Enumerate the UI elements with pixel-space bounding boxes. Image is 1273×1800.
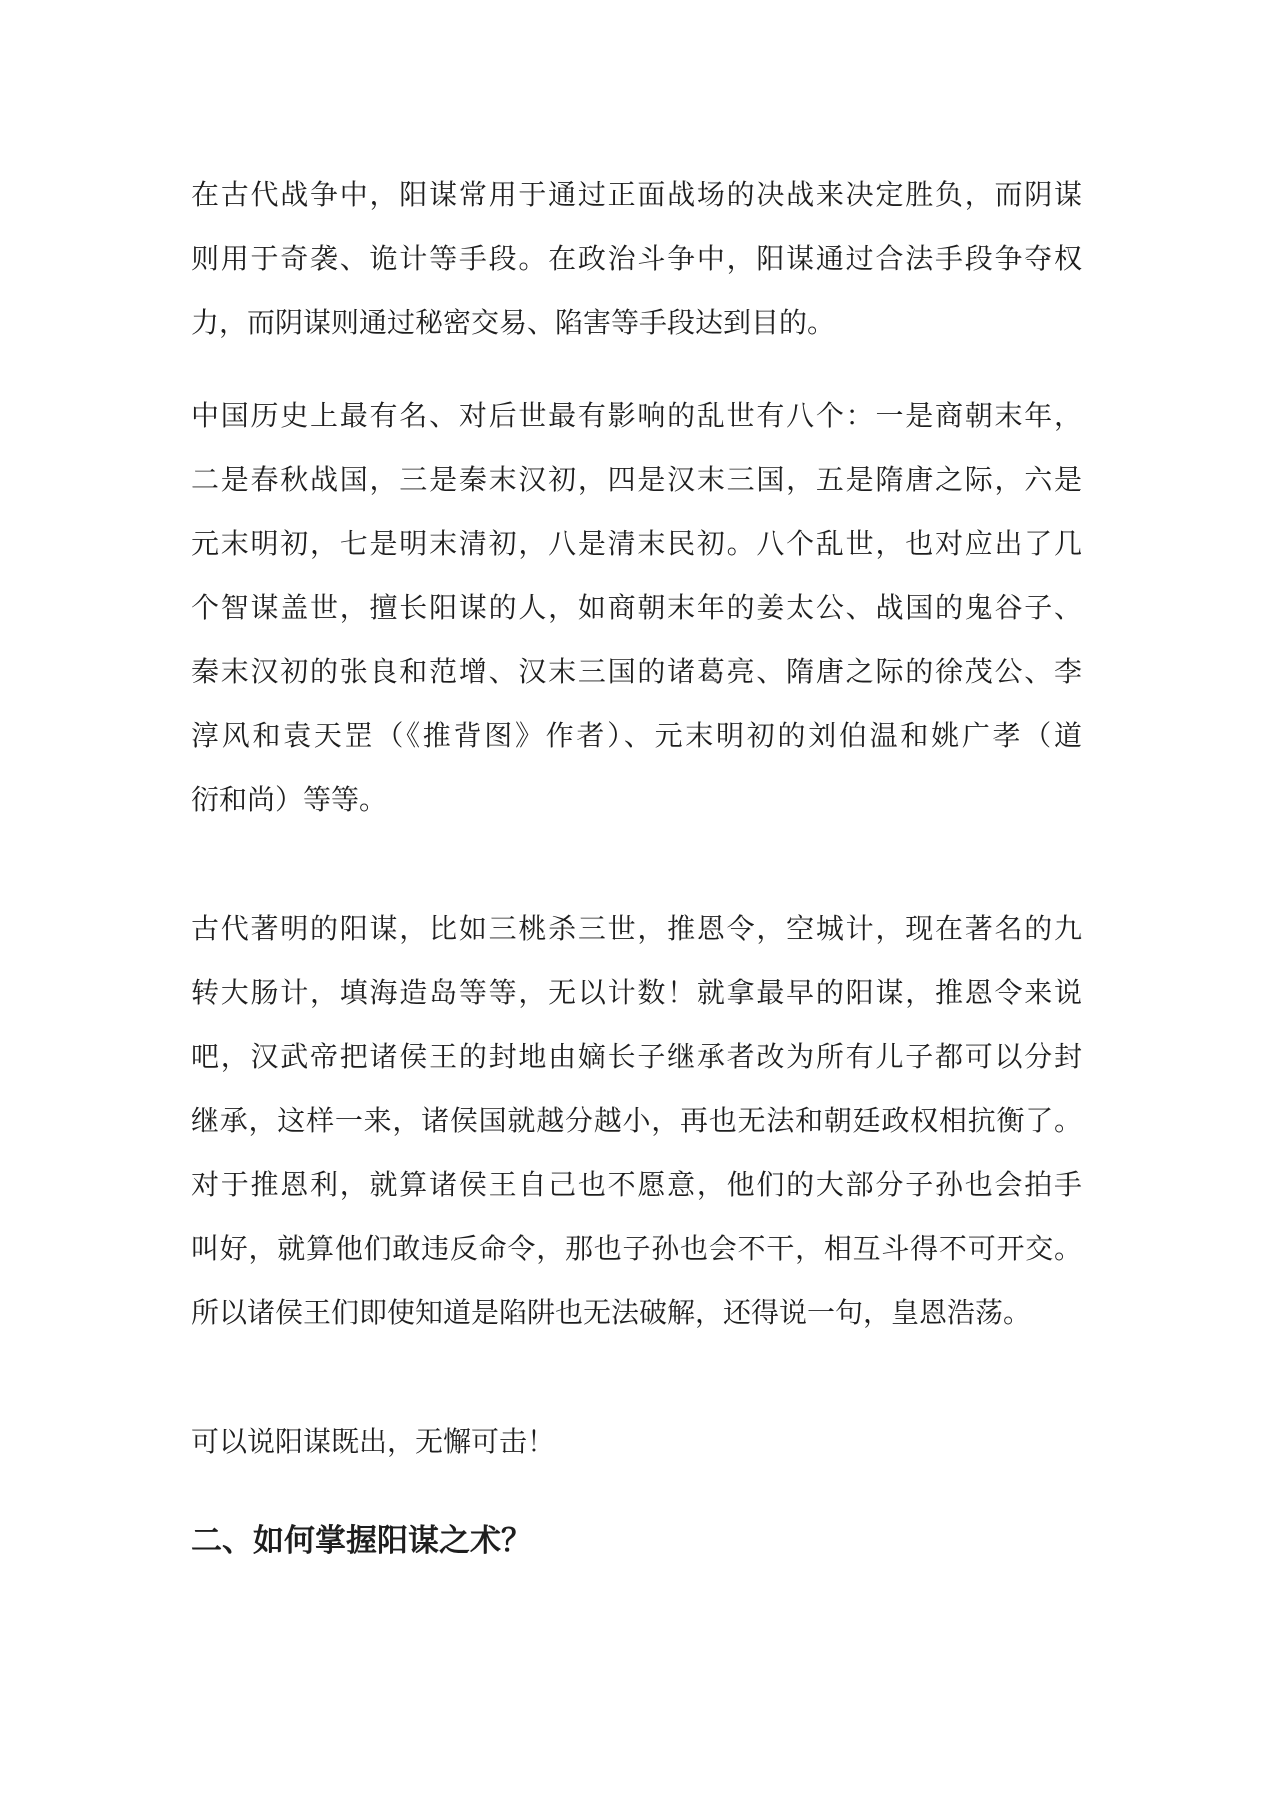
text-line: 淳风和袁天罡（《推背图》作者）、元末明初的刘伯温和姚广孝（道 xyxy=(191,719,1082,752)
text-line: 古代著明的阳谋，比如三桃杀三世，推恩令，空城计，现在著名的九 xyxy=(191,912,1082,945)
text-line: 可以说阳谋既出，无懈可击！ xyxy=(191,1425,556,1458)
text-line: 对于推恩利，就算诸侯王自己也不愿意，他们的大部分子孙也会拍手 xyxy=(191,1168,1082,1201)
paragraph-yangmou-vs-yinmou xyxy=(191,163,1082,355)
text-line: 二是春秋战国，三是秦末汉初，四是汉末三国，五是隋唐之际，六是 xyxy=(191,463,1082,496)
text-line: 叫好，就算他们敢违反命令，那也子孙也会不干，相互斗得不可开交。 xyxy=(191,1232,1082,1265)
text-line: 元末明初，七是明末清初，八是清末民初。八个乱世，也对应出了几 xyxy=(191,527,1082,560)
paragraph-eight-turbulent-eras xyxy=(191,384,1082,832)
text-line: 则用于奇袭、诡计等手段。在政治斗争中，阳谋通过合法手段争夺权 xyxy=(191,242,1082,275)
text-line: 在古代战争中，阳谋常用于通过正面战场的决战来决定胜负，而阴谋 xyxy=(191,178,1082,211)
text-line: 衍和尚）等等。 xyxy=(191,783,388,816)
text-line: 力，而阴谋则通过秘密交易、陷害等手段达到目的。 xyxy=(191,306,836,339)
text-line: 所以诸侯王们即使知道是陷阱也无法破解，还得说一句，皇恩浩荡。 xyxy=(191,1296,1032,1329)
text-line: 个智谋盖世，擅长阳谋的人，如商朝末年的姜太公、战国的鬼谷子、 xyxy=(191,591,1082,624)
text-line: 转大肠计，填海造岛等等，无以计数！就拿最早的阳谋，推恩令来说 xyxy=(191,976,1082,1009)
paragraph-conclusion xyxy=(191,1410,1082,1474)
paragraph-famous-yangmou xyxy=(191,897,1082,1345)
text-line: 吧，汉武帝把诸侯王的封地由嫡长子继承者改为所有儿子都可以分封 xyxy=(191,1040,1082,1073)
text-line: 继承，这样一来，诸侯国就越分越小，再也无法和朝廷政权相抗衡了。 xyxy=(191,1104,1082,1137)
section-heading: 二、如何掌握阳谋之术？ xyxy=(191,1523,532,1559)
text-line: 秦末汉初的张良和范增、汉末三国的诸葛亮、隋唐之际的徐茂公、李 xyxy=(191,655,1082,688)
text-line: 中国历史上最有名、对后世最有影响的乱世有八个：一是商朝末年， xyxy=(191,399,1082,432)
